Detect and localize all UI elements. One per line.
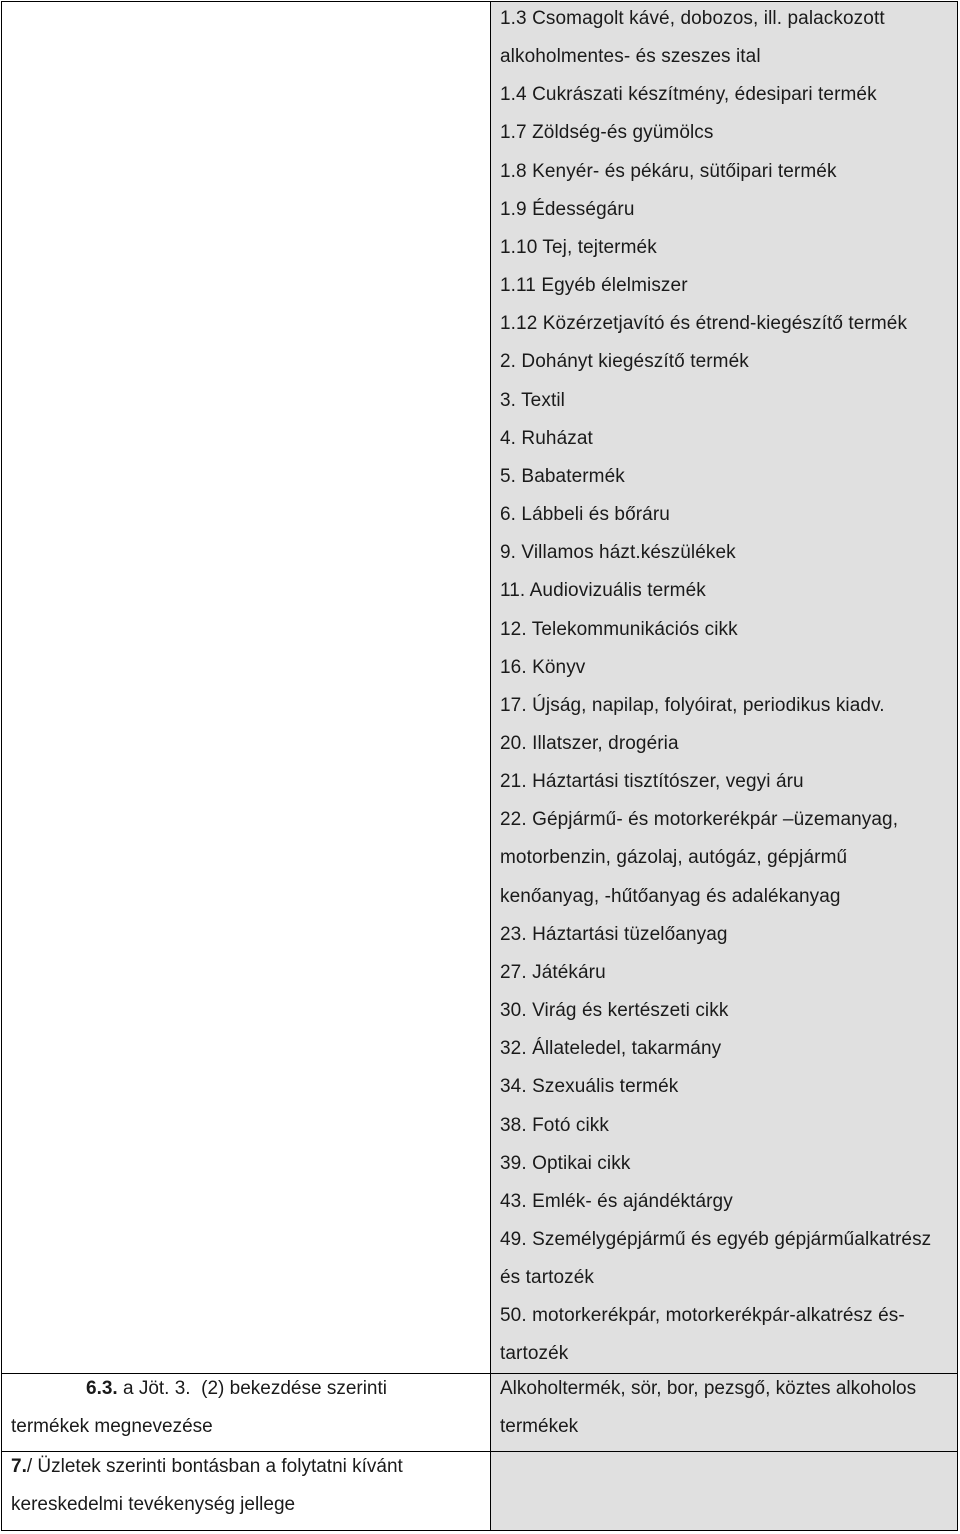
product-category-item: 1.9 Édességáru (500, 198, 635, 220)
product-category-item: 12. Telekommunikációs cikk (500, 618, 738, 640)
product-category-item: 30. Virág és kertészeti cikk (500, 1000, 729, 1022)
product-category-item: és tartozék (500, 1267, 595, 1289)
product-category-item: 1.7 Zöldség-és gyümölcs (500, 122, 714, 144)
product-category-item: 1.4 Cukrászati készítmény, édesipari termék (500, 84, 877, 106)
product-category-item: 27. Játékáru (500, 961, 606, 983)
product-category-item: 49. Személygépjármű és egyéb gépjárműalkatrész (500, 1229, 932, 1250)
row-number: 6.3. (86, 1378, 118, 1399)
row-label-line-1: / Üzletek szerinti bontásban a folytatni kívánt (26, 1456, 403, 1477)
product-category-item: tartozék (500, 1343, 569, 1365)
product-category-item: 23. Háztartási tüzelőanyag (500, 923, 728, 945)
row-7-label-cell (11, 1448, 481, 1524)
product-category-item: 32. Állateledel, takarmány (500, 1038, 722, 1060)
product-category-item: 1.10 Tej, tejtermék (500, 236, 657, 258)
product-category-item: 9. Villamos házt.készülékek (500, 542, 736, 564)
product-category-item: 22. Gépjármű- és motorkerékpár –üzemanyag, (500, 809, 899, 831)
activity-type-cell-background (491, 1452, 957, 1530)
product-category-item: alkoholmentes- és szeszes ital (500, 46, 761, 68)
product-category-item: 1.12 Közérzetjavító és étrend-kiegészítő termék (500, 313, 908, 335)
product-category-item: 1.3 Csomagolt kávé, dobozos, ill. palackozott (500, 8, 885, 29)
product-category-item: kenőanyag, -hűtőanyag és adalékanyag (500, 885, 841, 907)
product-category-item: 5. Babatermék (500, 465, 625, 487)
product-category-item: 11. Audiovizuális termék (500, 580, 706, 602)
product-category-item: 34. Szexuális termék (500, 1076, 679, 1098)
row-number: 7. (11, 1456, 27, 1477)
product-category-item: 39. Optikai cikk (500, 1152, 631, 1174)
product-category-item: 38. Fotó cikk (500, 1114, 610, 1136)
row-value-line-1: Alkoholtermék, sör, bor, pezsgő, köztes alkoholos (500, 1378, 917, 1399)
row-6-3-value-cell (500, 1370, 950, 1446)
product-category-item: 20. Illatszer, drogéria (500, 732, 679, 754)
product-category-item: 1.8 Kenyér- és pékáru, sütőipari termék (500, 160, 837, 182)
product-category-list (500, 0, 950, 1374)
product-category-item: 17. Újság, napilap, folyóirat, periodikus kiadv. (500, 694, 885, 716)
product-category-item: 1.11 Egyéb élelmiszer (500, 275, 688, 297)
product-category-item: 50. motorkerékpár, motorkerékpár-alkatrész és- (500, 1305, 905, 1327)
product-category-item: 43. Emlék- és ajándéktárgy (500, 1190, 733, 1212)
row-label-line-2: kereskedelmi tevékenység jellege (11, 1494, 296, 1515)
product-category-item: 4. Ruházat (500, 427, 593, 449)
product-category-item: motorbenzin, gázolaj, autógáz, gépjármű (500, 847, 848, 869)
row-6-3-label-cell (11, 1370, 481, 1446)
product-category-item: 2. Dohányt kiegészítő termék (500, 351, 749, 373)
product-category-item: 16. Könyv (500, 656, 586, 678)
product-category-item: 21. Háztartási tisztítószer, vegyi áru (500, 771, 804, 793)
product-category-item: 6. Lábbeli és bőráru (500, 504, 670, 526)
product-category-item: 3. Textil (500, 389, 565, 411)
row-label-line-2: termékek megnevezése (11, 1416, 213, 1437)
row-value-line-2: termékek (500, 1416, 579, 1437)
column-divider (490, 2, 491, 1530)
row-label-line-1: a Jöt. 3. (2) bekezdése szerinti (117, 1378, 387, 1399)
